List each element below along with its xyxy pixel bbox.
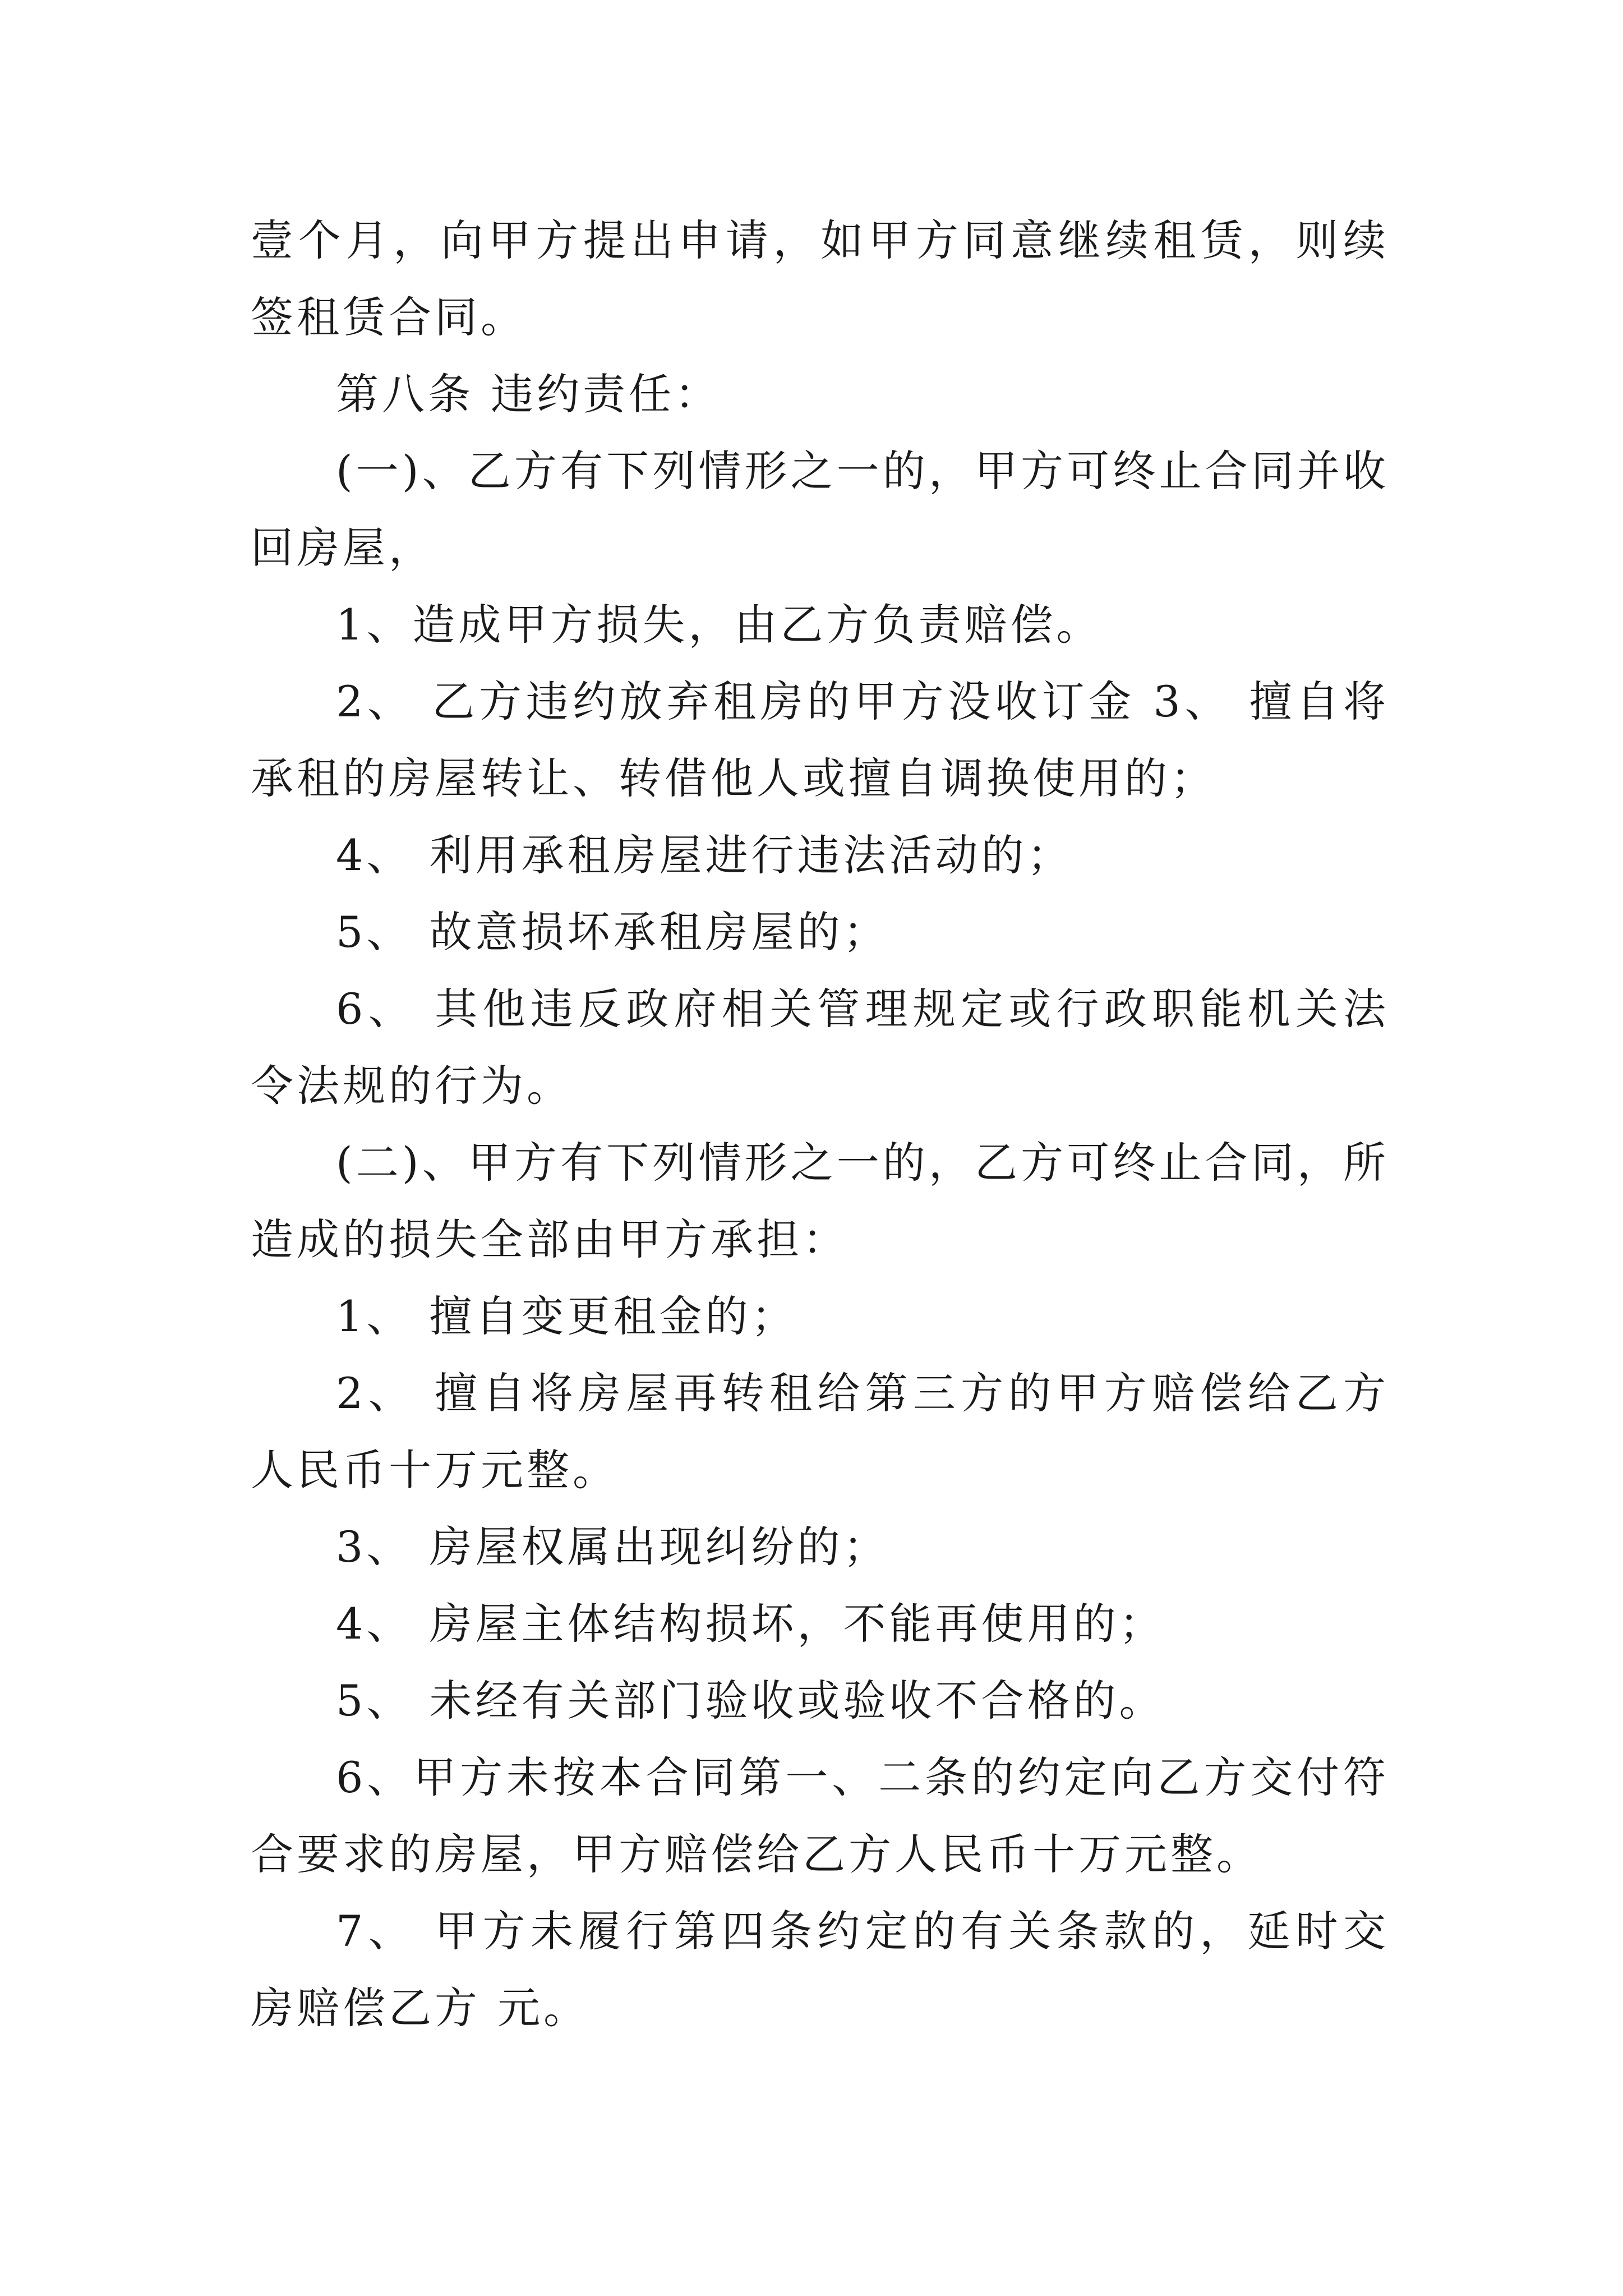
section-one-heading: (一)、乙方有下列情形之一的，甲方可终止合同并收回房屋， bbox=[251, 446, 1389, 573]
article-eight-heading: 第八条 违约责任： bbox=[336, 369, 721, 419]
section-two-item-4: 4、 房屋主体结构损坏，不能再使用的； bbox=[336, 1599, 1165, 1649]
contract-text-body bbox=[251, 202, 1389, 2046]
section-one-item-2-3: 2、 乙方违约放弃租房的甲方没收订金 3、 擅自将承租的房屋转让、转借他人或擅自调换使用的； bbox=[251, 677, 1389, 803]
section-one-item-6: 6、 其他违反政府相关管理规定或行政职能机关法令法规的行为。 bbox=[251, 984, 1389, 1111]
paragraph-renewal-continuation: 壹个月，向甲方提出申请，如甲方同意继续租赁，则续签租赁合同。 bbox=[251, 215, 1389, 342]
section-one-item-1: 1、造成甲方损失，由乙方负责赔偿。 bbox=[336, 600, 1103, 650]
section-two-item-5: 5、 未经有关部门验收或验收不合格的。 bbox=[336, 1676, 1165, 1726]
section-two-item-2: 2、 擅自将房屋再转租给第三方的甲方赔偿给乙方人民币十万元整。 bbox=[251, 1368, 1389, 1495]
section-two-item-1: 1、 擅自变更租金的； bbox=[336, 1291, 797, 1341]
section-one-item-5: 5、 故意损坏承租房屋的； bbox=[336, 907, 889, 957]
section-two-item-7: 7、 甲方未履行第四条约定的有关条款的，延时交房赔偿乙方 元。 bbox=[251, 1906, 1389, 2033]
section-two-heading: (二)、甲方有下列情形之一的，乙方可终止合同，所造成的损失全部由甲方承担： bbox=[251, 1138, 1389, 1264]
section-two-item-3: 3、 房屋权属出现纠纷的； bbox=[336, 1522, 889, 1572]
section-two-item-6: 6、甲方未按本合同第一、二条的约定向乙方交付符合要求的房屋，甲方赔偿给乙方人民币十万元整。 bbox=[251, 1752, 1389, 1879]
section-one-item-4: 4、 利用承租房屋进行违法活动的； bbox=[336, 830, 1073, 880]
